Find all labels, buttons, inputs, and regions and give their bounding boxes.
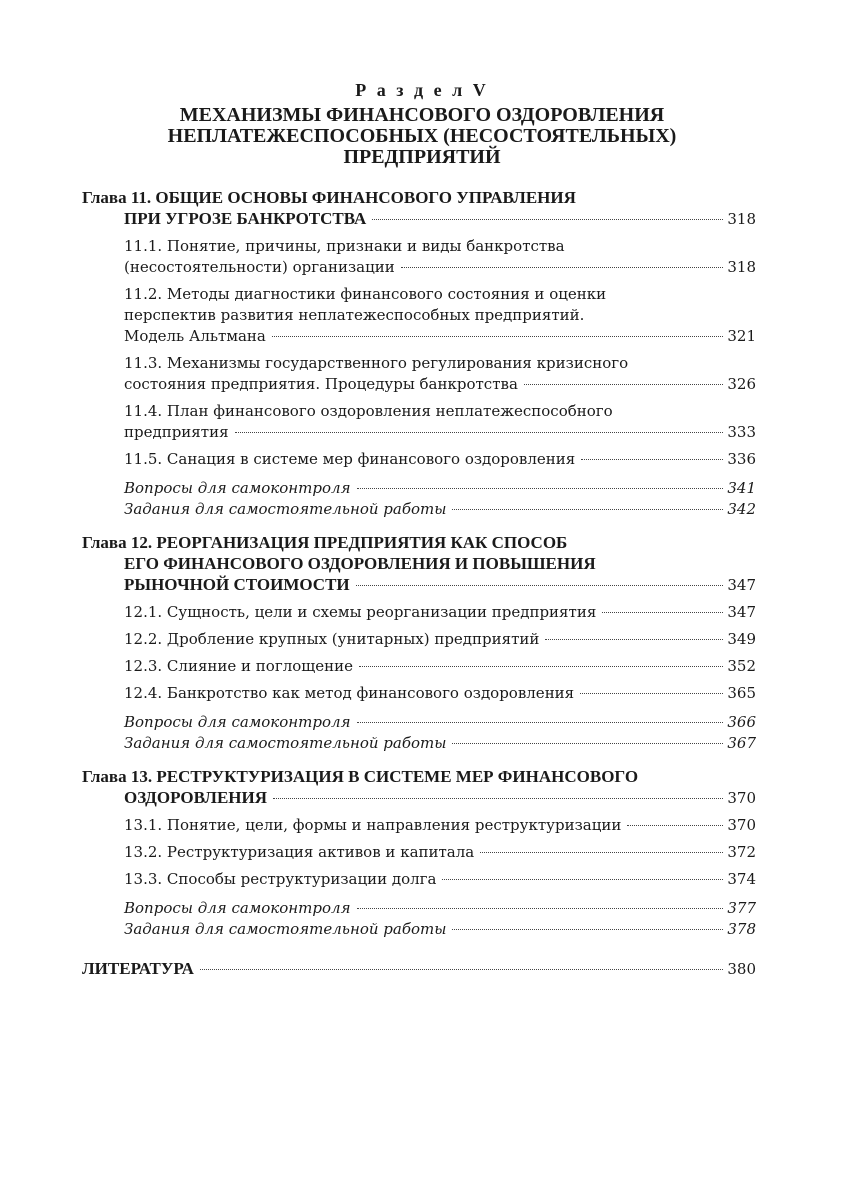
- self-check-item: [82, 919, 756, 940]
- dot-leader: [524, 384, 723, 385]
- page-number: 333: [727, 423, 756, 441]
- exercise-entry[interactable]: [124, 712, 756, 733]
- dot-leader: [272, 336, 723, 337]
- dot-leader: [357, 908, 724, 909]
- subsection-title: 12.2. Дробление крупных (унитарных) предприятий: [124, 630, 540, 648]
- chapter-heading-line: Глава 13. РЕСТРУКТУРИЗАЦИЯ В СИСТЕМЕ МЕР ФИНАНСОВОГО: [82, 767, 639, 786]
- exercise-entry[interactable]: [124, 478, 756, 499]
- page-number: 336: [727, 450, 756, 468]
- exercise-entry[interactable]: [124, 898, 756, 919]
- dot-leader: [480, 852, 723, 853]
- chapter-block: [82, 187, 756, 520]
- exercise-title: Задания для самостоятельной работы: [124, 734, 447, 752]
- subsection-entry[interactable]: [124, 326, 756, 347]
- subsection-entry[interactable]: [124, 374, 756, 395]
- subsection-title: 13.2. Реструктуризация активов и капитала: [124, 843, 475, 861]
- subsection-entry[interactable]: [124, 257, 756, 278]
- subsection-title: предприятия: [124, 423, 229, 441]
- self-check-item: [82, 499, 756, 520]
- exercise-entry[interactable]: [124, 499, 756, 520]
- dot-leader: [372, 219, 723, 220]
- dot-leader: [273, 798, 723, 799]
- subsection-entry[interactable]: [124, 869, 756, 890]
- chapter-entry[interactable]: [82, 208, 756, 230]
- literature-title: ЛИТЕРАТУРА: [82, 959, 194, 978]
- page-number: 374: [727, 870, 756, 888]
- dot-leader: [235, 432, 724, 433]
- chapter-heading-line: ЕГО ФИНАНСОВОГО ОЗДОРОВЛЕНИЯ И ПОВЫШЕНИЯ: [124, 554, 596, 573]
- subsection-line: 11.4. План финансового оздоровления неплатежеспособного: [124, 402, 613, 420]
- dot-leader: [357, 722, 724, 723]
- subsection-item: [82, 842, 756, 863]
- page-number: 349: [727, 630, 756, 648]
- subsection-line: 11.1. Понятие, причины, признаки и виды банкротства: [124, 237, 565, 255]
- self-check-item: [82, 898, 756, 919]
- subsection-entry[interactable]: [124, 629, 756, 650]
- subsection-item: [82, 401, 756, 443]
- exercise-title: Вопросы для самоконтроля: [124, 899, 351, 917]
- subsection-line: перспектив развития неплатежеспособных предприятий.: [124, 306, 585, 324]
- page-number: 370: [727, 816, 756, 834]
- chapter-title: РЫНОЧНОЙ СТОИМОСТИ: [124, 575, 350, 594]
- subsection-entry[interactable]: [124, 602, 756, 623]
- table-of-contents: [82, 187, 756, 980]
- page-number: 326: [727, 375, 756, 393]
- page-number: 365: [727, 684, 756, 702]
- self-check-item: [82, 712, 756, 733]
- dot-leader: [452, 929, 723, 930]
- page-number: 318: [727, 210, 756, 228]
- subsection-title: 13.1. Понятие, цели, формы и направления реструктуризации: [124, 816, 622, 834]
- exercise-entry[interactable]: [124, 733, 756, 754]
- subsection-item: [82, 629, 756, 650]
- subsection-item: [82, 284, 756, 347]
- dot-leader: [545, 639, 723, 640]
- subsection-item: [82, 656, 756, 677]
- page-number: 367: [727, 734, 756, 752]
- chapter-entry[interactable]: [82, 574, 756, 596]
- page-number: 378: [727, 920, 756, 938]
- subsection-entry[interactable]: [124, 815, 756, 836]
- dot-leader: [401, 267, 724, 268]
- subsection-item: [82, 449, 756, 470]
- subsection-entry[interactable]: [124, 842, 756, 863]
- page-number: 342: [727, 500, 756, 518]
- page-number: 377: [727, 899, 756, 917]
- subsection-entry[interactable]: [124, 422, 756, 443]
- exercise-title: Задания для самостоятельной работы: [124, 500, 447, 518]
- page-number: 372: [727, 843, 756, 861]
- page-number: 352: [727, 657, 756, 675]
- page-number: 380: [727, 960, 756, 978]
- page-number: 366: [727, 713, 756, 731]
- subsection-item: [82, 236, 756, 278]
- chapter-entry[interactable]: [82, 787, 756, 809]
- dot-leader: [452, 743, 723, 744]
- chapter-block: [82, 532, 756, 754]
- chapter-block: [82, 766, 756, 940]
- dot-leader: [602, 612, 723, 613]
- page-number: 347: [727, 603, 756, 621]
- dot-leader: [581, 459, 723, 460]
- subsection-title: Модель Альтмана: [124, 327, 266, 345]
- exercise-title: Задания для самостоятельной работы: [124, 920, 447, 938]
- dot-leader: [442, 879, 723, 880]
- subsection-item: [82, 815, 756, 836]
- subsection-title: (несостоятельности) организации: [124, 258, 395, 276]
- subsection-item: [82, 353, 756, 395]
- subsection-title: 12.4. Банкротство как метод финансового оздоровления: [124, 684, 575, 702]
- subsection-item: [82, 869, 756, 890]
- page-number: 318: [727, 258, 756, 276]
- subsection-line: 11.2. Методы диагностики финансового состояния и оценки: [124, 285, 607, 303]
- subsection-title: 12.3. Слияние и поглощение: [124, 657, 353, 675]
- chapter-heading-line: Глава 12. РЕОРГАНИЗАЦИЯ ПРЕДПРИЯТИЯ КАК СПОСОБ: [82, 533, 568, 552]
- section-title-line: МЕХАНИЗМЫ ФИНАНСОВОГО ОЗДОРОВЛЕНИЯ: [179, 104, 665, 126]
- subsection-item: [82, 602, 756, 623]
- dot-leader: [359, 666, 723, 667]
- section-title-line: НЕПЛАТЕЖЕСПОСОБНЫХ (НЕСОСТОЯТЕЛЬНЫХ): [167, 125, 677, 147]
- dot-leader: [200, 969, 723, 970]
- subsection-title: состояния предприятия. Процедуры банкротства: [124, 375, 518, 393]
- subsection-entry[interactable]: [124, 656, 756, 677]
- chapter-title: ПРИ УГРОЗЕ БАНКРОТСТВА: [124, 209, 367, 228]
- dot-leader: [580, 693, 723, 694]
- dot-leader: [357, 488, 724, 489]
- self-check-item: [82, 478, 756, 499]
- self-check-item: [82, 733, 756, 754]
- page-number: 321: [727, 327, 756, 345]
- exercise-entry[interactable]: [124, 919, 756, 940]
- exercise-title: Вопросы для самоконтроля: [124, 479, 351, 497]
- subsection-item: [82, 683, 756, 704]
- page-number: 370: [727, 789, 756, 807]
- subsection-title: 13.3. Способы реструктуризации долга: [124, 870, 437, 888]
- subsection-entry[interactable]: [124, 449, 756, 470]
- dot-leader: [452, 509, 723, 510]
- section-label: Р а з д е л V: [355, 80, 489, 100]
- dot-leader: [627, 825, 723, 826]
- subsection-entry[interactable]: [124, 683, 756, 704]
- dot-leader: [356, 585, 724, 586]
- literature-entry[interactable]: [82, 958, 756, 980]
- chapter-title: ОЗДОРОВЛЕНИЯ: [124, 788, 268, 807]
- chapter-heading-line: Глава 11. ОБЩИЕ ОСНОВЫ ФИНАНСОВОГО УПРАВЛЕНИЯ: [82, 188, 576, 207]
- section-title: [0, 105, 844, 168]
- subsection-title: 11.5. Санация в системе мер финансового оздоровления: [124, 450, 576, 468]
- section-title-line: ПРЕДПРИЯТИЙ: [343, 146, 501, 168]
- subsection-line: 11.3. Механизмы государственного регулирования кризисного: [124, 354, 629, 372]
- page-number: 341: [727, 479, 756, 497]
- page-number: 347: [727, 576, 756, 594]
- subsection-title: 12.1. Сущность, цели и схемы реорганизации предприятия: [124, 603, 597, 621]
- exercise-title: Вопросы для самоконтроля: [124, 713, 351, 731]
